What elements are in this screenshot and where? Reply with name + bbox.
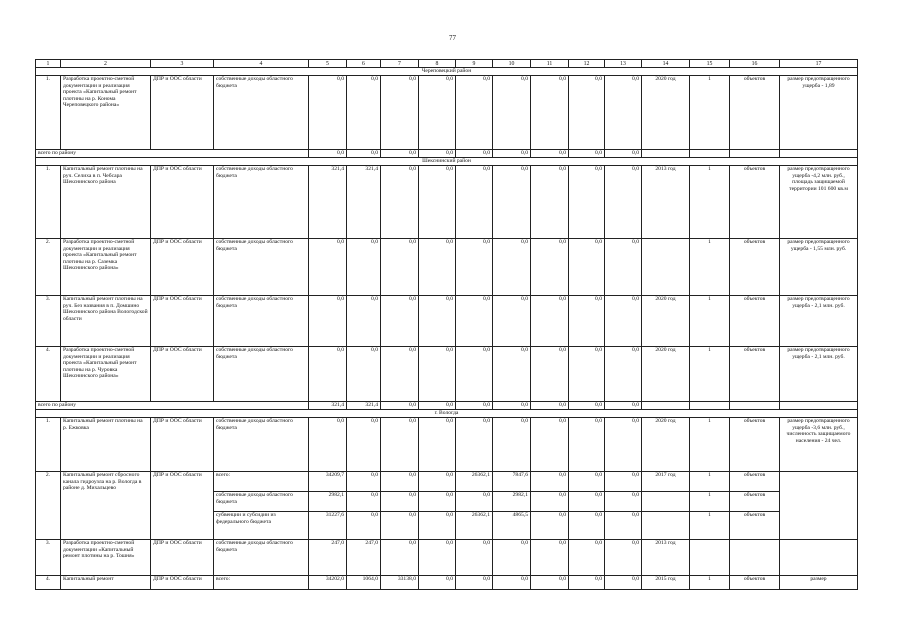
row-number: 1. (36, 418, 61, 472)
table-row (36, 158, 858, 166)
amount-cell: 2982,1 (309, 492, 347, 512)
empty-cell (690, 402, 730, 410)
amount-cell: 0,0 (419, 540, 456, 576)
amount-cell: 0,0 (569, 472, 605, 492)
funding-source: собственные доходы областного бюджета (214, 347, 309, 402)
result-indicator: размер предотвращенного ущерба - 2,1 млн. руб. (780, 347, 858, 402)
amount-cell: 33138,0 (381, 576, 419, 590)
amount-cell: 0,0 (605, 418, 642, 472)
amount-cell: 0,0 (493, 239, 531, 296)
amount-cell: 0,0 (309, 418, 347, 472)
amount-cell: 0,0 (456, 576, 493, 590)
amount-cell: 34202,0 (309, 576, 347, 590)
amount-cell: 0,0 (309, 296, 347, 347)
executor: ДПР и ООС области (151, 418, 214, 472)
funding-source: собственные доходы областного бюджета (214, 492, 309, 512)
amount-cell: 0,0 (569, 576, 605, 590)
funding-source: собственные доходы областного бюджета (214, 76, 309, 150)
amount-cell: 0,0 (569, 239, 605, 296)
amount-cell: 247,0 (309, 540, 347, 576)
row-number: 1. (36, 76, 61, 150)
year-cell: 2020 год (642, 296, 690, 347)
amount-cell: 1064,0 (347, 576, 381, 590)
amount-cell: 0,0 (381, 239, 419, 296)
year-cell: 2013 год (642, 540, 690, 576)
unit-cell (730, 540, 780, 576)
table-row (36, 296, 858, 347)
year-cell: 2015 год (642, 576, 690, 590)
amount-cell: 0,0 (605, 239, 642, 296)
column-header: 8 (419, 60, 456, 68)
amount-cell: 0,0 (531, 540, 569, 576)
unit-cell: объектов (730, 166, 780, 239)
result-indicator: размер предотвращенного ущерба - 2,1 млн. руб. (780, 296, 858, 347)
total-amount: 0,0 (605, 402, 642, 410)
executor: ДПР и ООС области (151, 540, 214, 576)
amount-cell: 0,0 (347, 512, 381, 540)
column-header: 13 (605, 60, 642, 68)
amount-cell: 0,0 (493, 347, 531, 402)
amount-cell: 0,0 (605, 576, 642, 590)
executor: ДПР и ООС области (151, 296, 214, 347)
amount-cell: 0,0 (381, 76, 419, 150)
amount-cell: 0,0 (569, 166, 605, 239)
amount-cell: 0,0 (605, 347, 642, 402)
amount-cell: 0,0 (456, 540, 493, 576)
amount-cell: 0,0 (569, 347, 605, 402)
amount-cell: 0,0 (456, 166, 493, 239)
measure-name: Капитальный ремонт сбросного канала гидроузла на р. Вологда в районе д. Михальцево (61, 472, 151, 540)
page-number: 77 (449, 34, 456, 42)
unit-cell: объектов (730, 472, 780, 492)
total-label: всего по району (36, 150, 309, 158)
total-amount: 0,0 (381, 402, 419, 410)
row-number: 3. (36, 540, 61, 576)
column-header: 12 (569, 60, 605, 68)
executor: ДПР и ООС области (151, 166, 214, 239)
funding-source: собственные доходы областного бюджета (214, 296, 309, 347)
table-row (36, 150, 858, 158)
amount-cell: 0,0 (569, 76, 605, 150)
column-header: 3 (151, 60, 214, 68)
amount-cell: 0,0 (381, 512, 419, 540)
year-cell (642, 239, 690, 296)
total-amount: 0,0 (531, 150, 569, 158)
amount-cell: 0,0 (569, 418, 605, 472)
unit-cell: объектов (730, 296, 780, 347)
amount-cell: 0,0 (419, 418, 456, 472)
amount-cell: 0,0 (419, 296, 456, 347)
measure-name: Капитальный ремонт плотины на руч. Селиха в п. Чебсара Шекснинского района (61, 166, 151, 239)
funding-source: собственные доходы областного бюджета (214, 239, 309, 296)
executor: ДПР и ООС области (151, 347, 214, 402)
executor: ДПР и ООС области (151, 576, 214, 590)
total-amount: 0,0 (419, 150, 456, 158)
unit-cell: объектов (730, 347, 780, 402)
empty-cell (642, 150, 690, 158)
column-header: 15 (690, 60, 730, 68)
funding-source: субвенции и субсидии из федерального бюджета (214, 512, 309, 540)
amount-cell: 0,0 (493, 76, 531, 150)
amount-cell: 0,0 (569, 492, 605, 512)
amount-cell: 0,0 (309, 76, 347, 150)
quantity-cell: 1 (690, 576, 730, 590)
table-row (36, 166, 858, 239)
quantity-cell: 1 (690, 492, 730, 512)
amount-cell: 0,0 (419, 166, 456, 239)
unit-cell: объектов (730, 76, 780, 150)
amount-cell: 0,0 (531, 472, 569, 492)
amount-cell: 0,0 (419, 76, 456, 150)
measure-name: Капитальный ремонт плотины на руч. Без названия в п. Домшино Шекснинского района Вологодской области (61, 296, 151, 347)
amount-cell: 7847,6 (493, 472, 531, 492)
quantity-cell: 1 (690, 239, 730, 296)
amount-cell: 321,4 (347, 166, 381, 239)
table-row (36, 410, 858, 418)
column-header: 9 (456, 60, 493, 68)
year-cell: 2013 год (642, 166, 690, 239)
section-title: Шекснинский район (36, 158, 858, 166)
column-header: 16 (730, 60, 780, 68)
program-table (35, 59, 858, 590)
quantity-cell: 1 (690, 418, 730, 472)
section-title: Череповецкий район (36, 68, 858, 76)
amount-cell: 31227,6 (309, 512, 347, 540)
section-title: г. Вологда (36, 410, 858, 418)
column-header: 7 (381, 60, 419, 68)
quantity-cell: 1 (690, 166, 730, 239)
amount-cell: 0,0 (493, 540, 531, 576)
amount-cell: 34209,7 (309, 472, 347, 492)
amount-cell: 0,0 (493, 296, 531, 347)
amount-cell: 0,0 (605, 492, 642, 512)
amount-cell: 0,0 (605, 540, 642, 576)
total-amount: 0,0 (456, 150, 493, 158)
empty-cell (690, 150, 730, 158)
amount-cell: 0,0 (347, 472, 381, 492)
amount-cell: 0,0 (531, 166, 569, 239)
row-number: 1. (36, 166, 61, 239)
executor: ДПР и ООС области (151, 472, 214, 540)
amount-cell: 0,0 (569, 512, 605, 540)
amount-cell: 0,0 (531, 418, 569, 472)
empty-cell (780, 150, 858, 158)
total-amount: 0,0 (569, 402, 605, 410)
table-row (36, 402, 858, 410)
table-row (36, 472, 858, 492)
table-row (36, 347, 858, 402)
amount-cell: 0,0 (381, 347, 419, 402)
executor: ДПР и ООС области (151, 239, 214, 296)
measure-name: Разработка проектно-сметной документации и реализация проекта «Капитальный ремонт плотины на р. Конома Череповецкого района» (61, 76, 151, 150)
table-row (36, 239, 858, 296)
empty-cell (780, 402, 858, 410)
amount-cell: 0,0 (381, 492, 419, 512)
funding-source: собственные доходы областного бюджета (214, 540, 309, 576)
column-header: 10 (493, 60, 531, 68)
amount-cell: 0,0 (605, 512, 642, 540)
total-amount: 0,0 (381, 150, 419, 158)
column-header: 6 (347, 60, 381, 68)
amount-cell: 2982,1 (493, 492, 531, 512)
quantity-cell: 1 (690, 76, 730, 150)
result-indicator (780, 540, 858, 576)
amount-cell: 0,0 (569, 540, 605, 576)
table-row (36, 60, 858, 68)
measure-name: Капитальный ремонт плотины на р. Ежковка (61, 418, 151, 472)
amount-cell: 0,0 (419, 492, 456, 512)
amount-cell: 0,0 (605, 76, 642, 150)
amount-cell: 0,0 (419, 239, 456, 296)
result-indicator: размер предотвращенного ущерба - 1,89 (780, 76, 858, 150)
amount-cell: 0,0 (605, 166, 642, 239)
measure-name: Разработка проектно-сметной документации и реализация проекта «Капитальный ремонт плотины на р. Чуровка Шекснинского района» (61, 347, 151, 402)
total-amount: 0,0 (569, 150, 605, 158)
quantity-cell: 1 (690, 512, 730, 540)
total-amount: 321,4 (309, 402, 347, 410)
column-header: 5 (309, 60, 347, 68)
row-number: 4. (36, 576, 61, 590)
measure-name: Разработка проектно-сметной документации «Капитальный ремонт плотины на р. Тошня» (61, 540, 151, 576)
total-amount: 0,0 (531, 402, 569, 410)
column-header: 1 (36, 60, 61, 68)
amount-cell: 0,0 (456, 492, 493, 512)
amount-cell: 0,0 (456, 239, 493, 296)
total-amount: 0,0 (493, 150, 531, 158)
amount-cell: 0,0 (605, 296, 642, 347)
table-row (36, 576, 858, 590)
total-label: всего по району (36, 402, 309, 410)
column-header: 11 (531, 60, 569, 68)
empty-cell (730, 402, 780, 410)
quantity-cell: 1 (690, 347, 730, 402)
column-header: 4 (214, 60, 309, 68)
amount-cell: 0,0 (419, 472, 456, 492)
amount-cell: 0,0 (456, 347, 493, 402)
amount-cell: 0,0 (381, 296, 419, 347)
amount-cell: 0,0 (531, 296, 569, 347)
total-amount: 0,0 (419, 402, 456, 410)
amount-cell: 0,0 (347, 492, 381, 512)
unit-cell: объектов (730, 492, 780, 512)
year-cell: 2020 год (642, 418, 690, 472)
amount-cell: 0,0 (493, 166, 531, 239)
funding-source: собственные доходы областного бюджета (214, 166, 309, 239)
total-amount: 0,0 (456, 402, 493, 410)
amount-cell: 4865,5 (493, 512, 531, 540)
row-number: 2. (36, 472, 61, 540)
measure-name: Капитальный ремонт (61, 576, 151, 590)
total-amount: 0,0 (347, 150, 381, 158)
unit-cell: объектов (730, 512, 780, 540)
result-indicator: размер (780, 576, 858, 590)
amount-cell: 0,0 (381, 472, 419, 492)
table-row (36, 68, 858, 76)
amount-cell: 247,0 (347, 540, 381, 576)
total-amount: 0,0 (605, 150, 642, 158)
quantity-cell: 1 (690, 472, 730, 492)
total-amount: 0,0 (309, 150, 347, 158)
column-header: 14 (642, 60, 690, 68)
amount-cell: 0,0 (309, 239, 347, 296)
amount-cell: 0,0 (381, 540, 419, 576)
unit-cell: объектов (730, 239, 780, 296)
row-number: 3. (36, 296, 61, 347)
total-amount: 321,4 (347, 402, 381, 410)
amount-cell: 0,0 (456, 296, 493, 347)
table-row (36, 76, 858, 150)
quantity-cell: 1 (690, 296, 730, 347)
quantity-cell (690, 540, 730, 576)
empty-cell (642, 402, 690, 410)
year-cell: 2017 год (642, 472, 690, 492)
amount-cell: 0,0 (347, 347, 381, 402)
funding-source: всего: (214, 472, 309, 492)
year-cell: 2020 год (642, 347, 690, 402)
amount-cell: 0,0 (309, 347, 347, 402)
result-indicator: размер предотвращенного ущерба - 1,55 млн. руб. (780, 239, 858, 296)
amount-cell: 0,0 (456, 418, 493, 472)
column-header: 2 (61, 60, 151, 68)
amount-cell: 0,0 (531, 239, 569, 296)
amount-cell: 0,0 (531, 492, 569, 512)
amount-cell: 0,0 (347, 296, 381, 347)
table-row (36, 418, 858, 472)
amount-cell: 0,0 (531, 76, 569, 150)
amount-cell: 0,0 (419, 576, 456, 590)
amount-cell: 0,0 (419, 512, 456, 540)
amount-cell: 0,0 (381, 166, 419, 239)
row-number: 2. (36, 239, 61, 296)
amount-cell: 0,0 (531, 576, 569, 590)
amount-cell: 26362,1 (456, 472, 493, 492)
column-header: 17 (780, 60, 858, 68)
amount-cell: 0,0 (605, 472, 642, 492)
amount-cell: 0,0 (531, 347, 569, 402)
amount-cell: 0,0 (347, 76, 381, 150)
funding-source: всего: (214, 576, 309, 590)
amount-cell: 0,0 (569, 296, 605, 347)
total-amount: 0,0 (493, 402, 531, 410)
executor: ДПР и ООС области (151, 76, 214, 150)
amount-cell: 0,0 (347, 239, 381, 296)
amount-cell: 0,0 (381, 418, 419, 472)
unit-cell: объектов (730, 418, 780, 472)
amount-cell: 0,0 (456, 76, 493, 150)
amount-cell: 321,4 (309, 166, 347, 239)
amount-cell: 0,0 (347, 418, 381, 472)
table-row (36, 540, 858, 576)
measure-name: Разработка проектно-сметной документации и реализация проекта «Капитальный ремонт плотины на р. Саземка Шекснинского района» (61, 239, 151, 296)
result-indicator: размер предотвращенного ущерба -4,2 млн. руб., площадь защищаемой территории 101 600 кв.м (780, 166, 858, 239)
amount-cell: 26362,1 (456, 512, 493, 540)
amount-cell: 0,0 (419, 347, 456, 402)
row-number: 4. (36, 347, 61, 402)
year-cell: 2020 год (642, 76, 690, 150)
amount-cell: 0,0 (531, 512, 569, 540)
funding-source: собственные доходы областного бюджета (214, 418, 309, 472)
empty-cell (730, 150, 780, 158)
amount-cell: 0,0 (493, 576, 531, 590)
unit-cell: объектов (730, 576, 780, 590)
result-indicator: размер предотвращенного ущерба -3,6 млн. руб., численность защищаемого населения - 24 чел. (780, 418, 858, 472)
result-indicator (780, 472, 858, 540)
year-cell (642, 512, 690, 540)
amount-cell: 0,0 (493, 418, 531, 472)
year-cell (642, 492, 690, 512)
